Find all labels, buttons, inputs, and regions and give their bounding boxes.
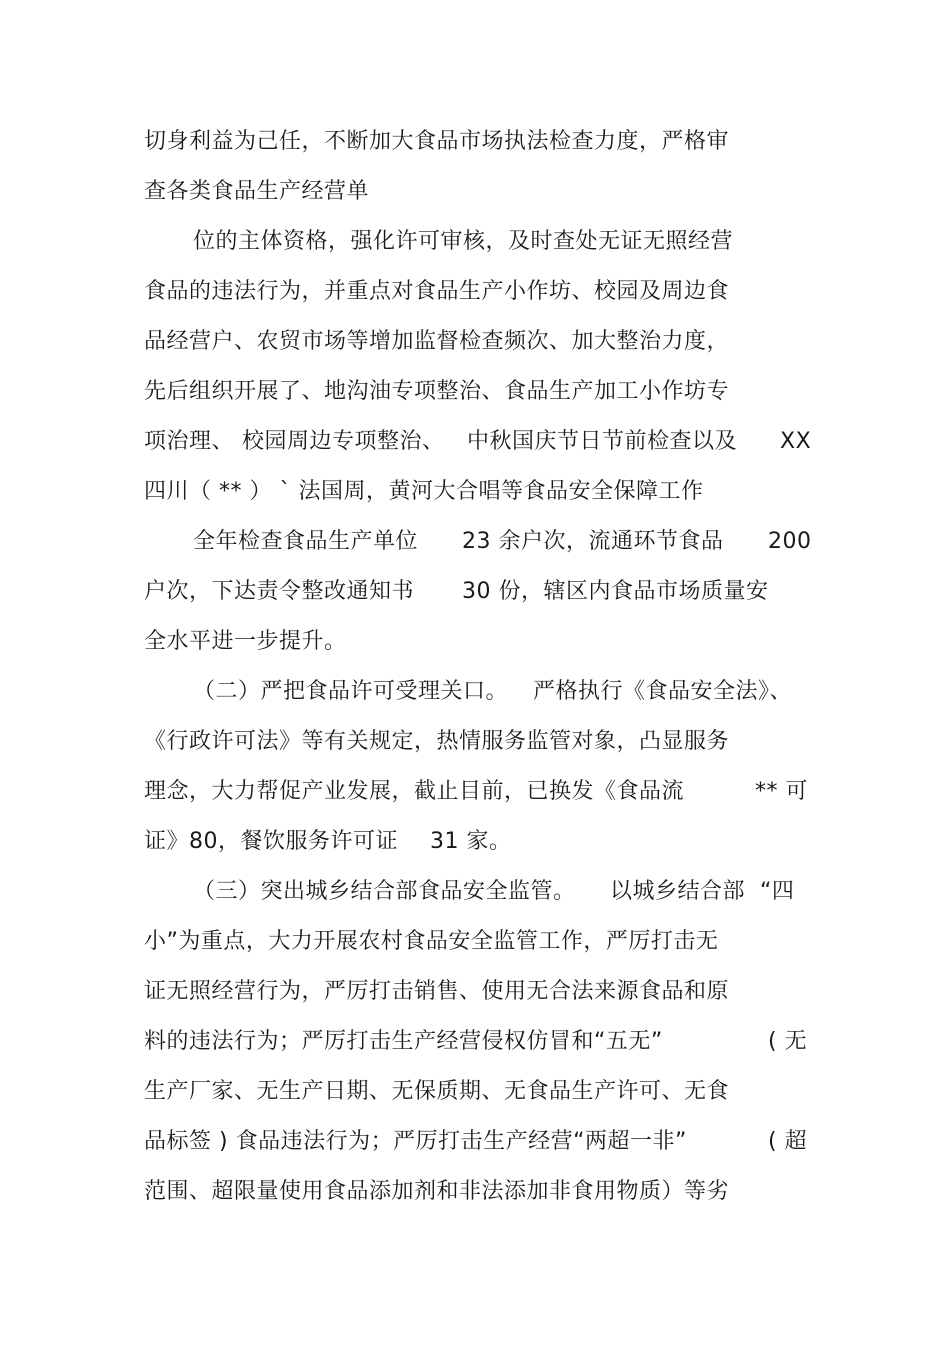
text-segment: （三）突出城乡结合部食品安全监管。 [193,879,576,904]
text-segment: ** 可 [755,779,808,804]
text-segment: 23 余户次，流通环节食品 [462,529,724,554]
text-segment: 严格执行《食品安全法》、 [533,679,793,704]
text-segment: 30 份，辖区内食品市场质量安 [462,579,769,604]
text-segment: 范围、超限量使用食品添加剂和非法添加非食用物质）等劣 [144,1179,730,1204]
text-segment: 品标签 ) 食品违法行为；严厉打击生产经营“两超一非” [144,1129,687,1154]
text-segment: 项治理、 [144,429,235,454]
text-segment: 证》80，餐饮服务许可证 [144,829,398,854]
text-segment: 四川（ ** ） ` 法国周，黄河大合唱等食品安全保障工作 [144,479,704,504]
text-segment: 以城乡结合部 [610,879,746,904]
text-segment: 全年检查食品生产单位 [193,529,419,554]
text-segment: 切身利益为己任，不断加大食品市场执法检查力度，严格审 [144,129,730,154]
text-segment: 查各类食品生产经营单 [144,179,370,204]
text-segment: 理念，大力帮促产业发展，截止目前，已换发《食品流 [144,779,685,804]
text-segment: ( 超 [768,1129,808,1154]
text-segment: 户次，下达责令整改通知书 [144,579,415,604]
text-segment: XX [780,429,812,454]
text-segment: 先后组织开展了、地沟油专项整治、食品生产加工小作坊专 [144,379,730,404]
text-segment: “四 [760,879,795,904]
text-segment: 小”为重点，大力开展农村食品安全监管工作，严厉打击无 [144,929,719,954]
text-segment: 证无照经营行为，严厉打击销售、使用无合法来源食品和原 [144,979,730,1004]
text-segment: 生产厂家、无生产日期、无保质期、无食品生产许可、无食 [144,1079,730,1104]
text-segment: 食品的违法行为，并重点对食品生产小作坊、校园及周边食 [144,279,730,304]
text-segment: 品经营户、农贸市场等增加监督检查频次、加大整治力度， [144,329,730,354]
text-segment: ( 无 [768,1029,808,1054]
text-segment: （二）严把食品许可受理关口。 [193,679,509,704]
text-segment: 全水平进一步提升。 [144,629,347,654]
text-segment: 31 家。 [430,829,512,854]
text-segment: 校园周边专项整治、 [242,429,445,454]
text-segment: 位的主体资格，强化许可审核，及时查处无证无照经营 [193,229,734,254]
text-segment: 200 [768,529,812,554]
text-segment: 《行政许可法》等有关规定，热情服务监管对象，凸显服务 [144,729,730,754]
text-segment: 中秋国庆节日节前检查以及 [467,429,738,454]
text-segment: 料的违法行为；严厉打击生产经营侵权仿冒和“五无” [144,1029,663,1054]
